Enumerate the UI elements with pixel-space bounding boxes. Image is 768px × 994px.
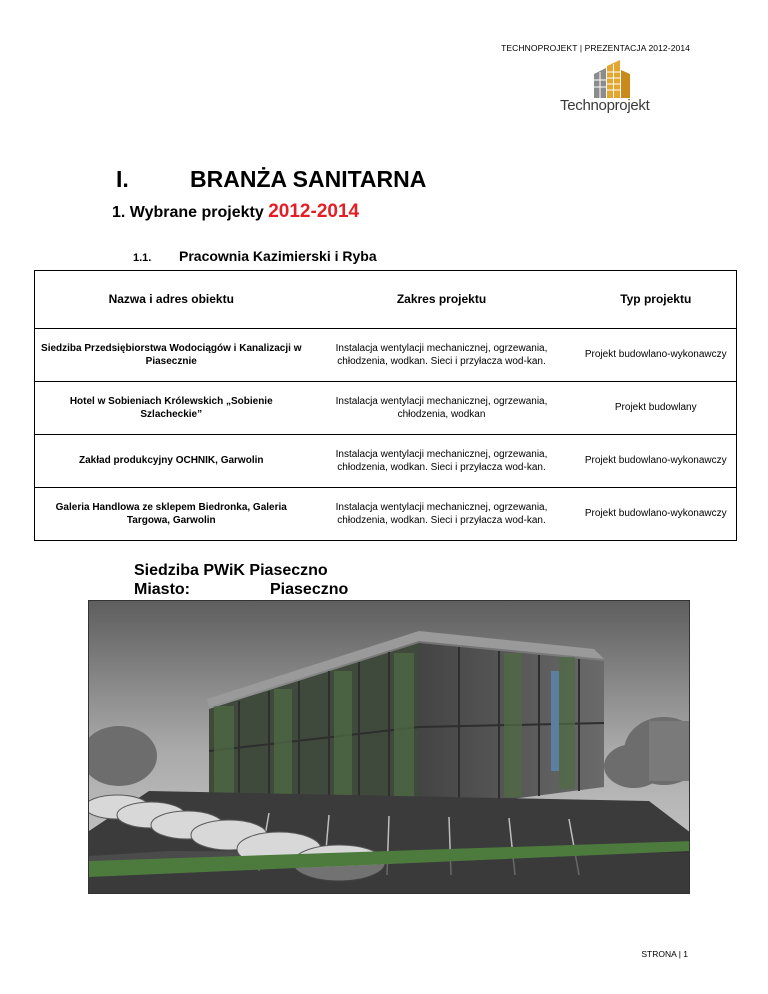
- subsection-number: 1.: [112, 204, 126, 221]
- cell-type: Projekt budowlany: [576, 382, 737, 435]
- cell-type: Projekt budowlano-wykonawczy: [576, 435, 737, 488]
- page-number: STRONA | 1: [641, 949, 688, 959]
- cell-type: Projekt budowlano-wykonawczy: [576, 488, 737, 541]
- subsubsection-heading: [133, 248, 377, 264]
- subsubsection-number: 1.1.: [133, 252, 152, 264]
- logo-building-icon: [588, 60, 634, 98]
- table-row: [35, 329, 737, 382]
- cell-scope: Instalacja wentylacji mechanicznej, ogrzewania, chłodzenia, wodkan. Sieci i przyłacza wod-kan.: [308, 488, 576, 541]
- company-logo: [560, 60, 680, 116]
- column-header-scope: Zakres projektu: [308, 271, 576, 329]
- cell-object-name: Hotel w Sobieniach Królewskich „Sobienie Szlacheckie”: [35, 382, 308, 435]
- table-row: [35, 382, 737, 435]
- column-header-name: Nazwa i adres obiektu: [35, 271, 308, 329]
- cell-type: Projekt budowlano-wykonawczy: [576, 329, 737, 382]
- subsection-years: 2012-2014: [268, 201, 360, 222]
- project-title: Siedziba PWiK Piaseczno: [134, 562, 328, 579]
- cell-scope: Instalacja wentylacji mechanicznej, ogrzewania, chłodzenia, wodkan. Sieci i przyłacza wod-kan.: [308, 329, 576, 382]
- table-row: [35, 488, 737, 541]
- cell-object-name: Zakład produkcyjny OCHNIK, Garwolin: [35, 435, 308, 488]
- city-value: Piaseczno: [270, 581, 349, 598]
- table-row: [35, 435, 737, 488]
- section-title: BRANŻA SANITARNA: [190, 166, 427, 192]
- project-caption: [134, 561, 348, 599]
- cell-scope: Instalacja wentylacji mechanicznej, ogrzewania, chłodzenia, wodkan: [308, 382, 576, 435]
- cell-object-name: Galeria Handlowa ze sklepem Biedronka, Galeria Targowa, Garwolin: [35, 488, 308, 541]
- building-render-image: [88, 600, 690, 894]
- section-heading: [116, 166, 426, 193]
- subsection-title: Wybrane projekty: [129, 204, 264, 221]
- subsubsection-title: Pracownia Kazimierski i Ryba: [179, 248, 377, 264]
- column-header-type: Typ projektu: [576, 271, 737, 329]
- project-city-line: [134, 580, 348, 599]
- table-header-row: [35, 271, 737, 329]
- logo-wordmark: Technoprojekt: [560, 97, 650, 114]
- building-visualization: [89, 601, 690, 894]
- cell-scope: Instalacja wentylacji mechanicznej, ogrzewania, chłodzenia, wodkan. Sieci i przyłacza wod-kan.: [308, 435, 576, 488]
- running-header: TECHNOPROJEKT | PREZENTACJA 2012-2014: [501, 43, 690, 53]
- projects-table: [34, 270, 737, 541]
- section-number: I.: [116, 166, 129, 192]
- city-label: Miasto:: [134, 581, 190, 598]
- cell-object-name: Siedziba Przedsiębiorstwa Wodociągów i Kanalizacji w Piasecznie: [35, 329, 308, 382]
- subsection-heading: [112, 201, 359, 223]
